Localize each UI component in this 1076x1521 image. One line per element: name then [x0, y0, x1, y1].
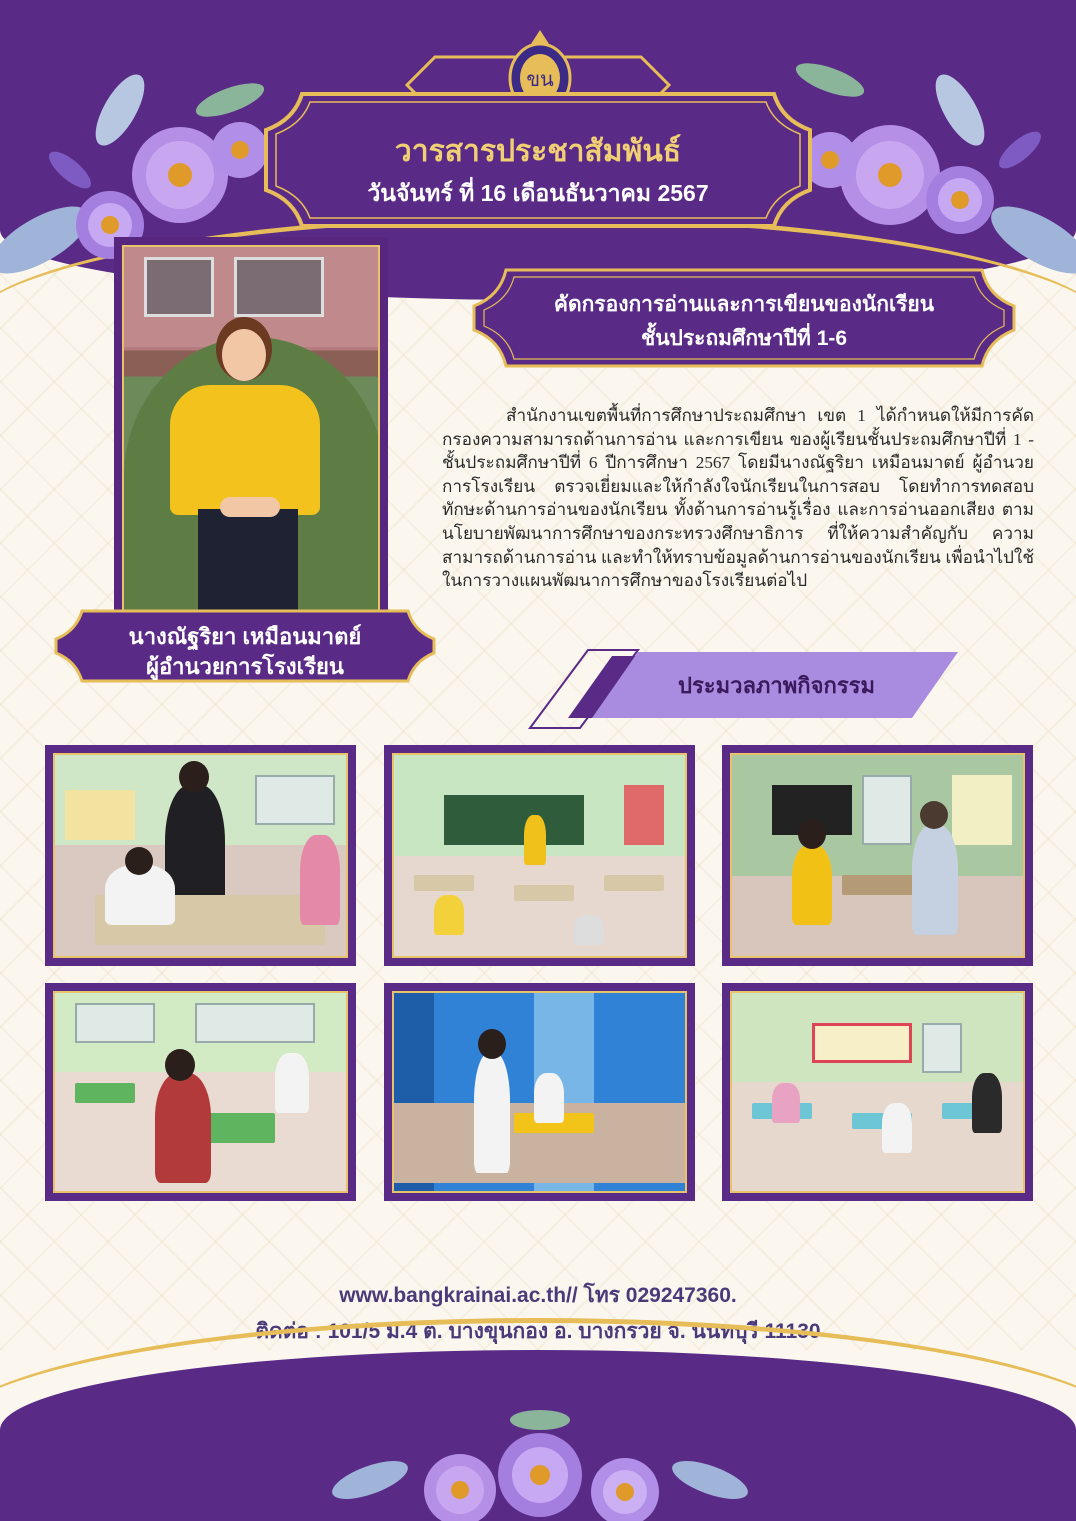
director-name: นางณัฐริยา เหมือนมาตย์	[128, 624, 362, 649]
article-body	[442, 404, 1034, 593]
activity-photo-3	[722, 745, 1033, 966]
article-body-text: สำนักงานเขตพื้นที่การศึกษาประถมศึกษา เขต 1 ได้กำหนดให้มีการคัดกรองความสามารถด้านการอ่าน และการเขียน ของผู้เรียนชั้นประถมศึกษาปีที่ 1 - ชั้นประถมศึกษาปีที่ 6 ปีการศึกษา 2567 โดยมีนางณัฐริยา เหมือนมาตย์ ผู้อำนวยการโรงเรียน ตรวจเยี่ยมและให้กำลังใจนักเรียนในการสอบ โดยทำการทดสอบทักษะด้านการอ่านของนักเรียน ทั้งด้านการอ่านรู้เรื่อง และการอ่านออกเสียง ตามนโยบายพัฒนาการศึกษาของกระทรวงศึกษาธิการ ที่ให้ความสำคัญกับ ความสามารถด้านการอ่าน และทำให้ทราบข้อมูลด้านการอ่านของนักเรียน เพื่อนำไปใช้ในการวางแผนพัฒนาการศึกษาของโรงเรียนต่อไป	[442, 406, 1034, 591]
newsletter-title: วารสารประชาสัมพันธ์	[394, 135, 682, 168]
director-name-plate	[52, 607, 438, 685]
director-portrait-frame	[114, 237, 388, 627]
header-title-plate	[262, 90, 814, 230]
footer-website-phone: www.bangkrainai.ac.th// โทร 029247360.	[339, 1284, 737, 1307]
activity-photo-5	[384, 983, 695, 1201]
newsletter-date: วันจันทร์ ที่ 16 เดือนธันวาคม 2567	[367, 180, 709, 206]
activity-photo-2	[384, 745, 695, 966]
activity-photo-6	[722, 983, 1033, 1201]
director-photo	[122, 245, 380, 619]
flower-decoration-right-icon	[770, 40, 1076, 290]
activity-photo-4	[45, 983, 356, 1201]
flower-decoration-bottom-icon	[330, 1400, 750, 1521]
gallery-banner	[528, 648, 960, 730]
svg-text:ขน: ขน	[526, 67, 554, 91]
article-headline-plate	[470, 266, 1018, 370]
headline-line-1: คัดกรองการอ่านและการเขียนของนักเรียน	[553, 293, 935, 316]
headline-line-2: ชั้นประถมศึกษาปีที่ 1-6	[640, 327, 848, 350]
gallery-title: ประมวลภาพกิจกรรม	[678, 673, 875, 698]
footer-address: ติดต่อ : 101/5 ม.4 ต. บางขุนกอง อ. บางกรวย จ. นนทบุรี 11130	[255, 1320, 821, 1343]
director-position: ผู้อำนวยการโรงเรียน	[146, 654, 344, 679]
activity-photo-1	[45, 745, 356, 966]
